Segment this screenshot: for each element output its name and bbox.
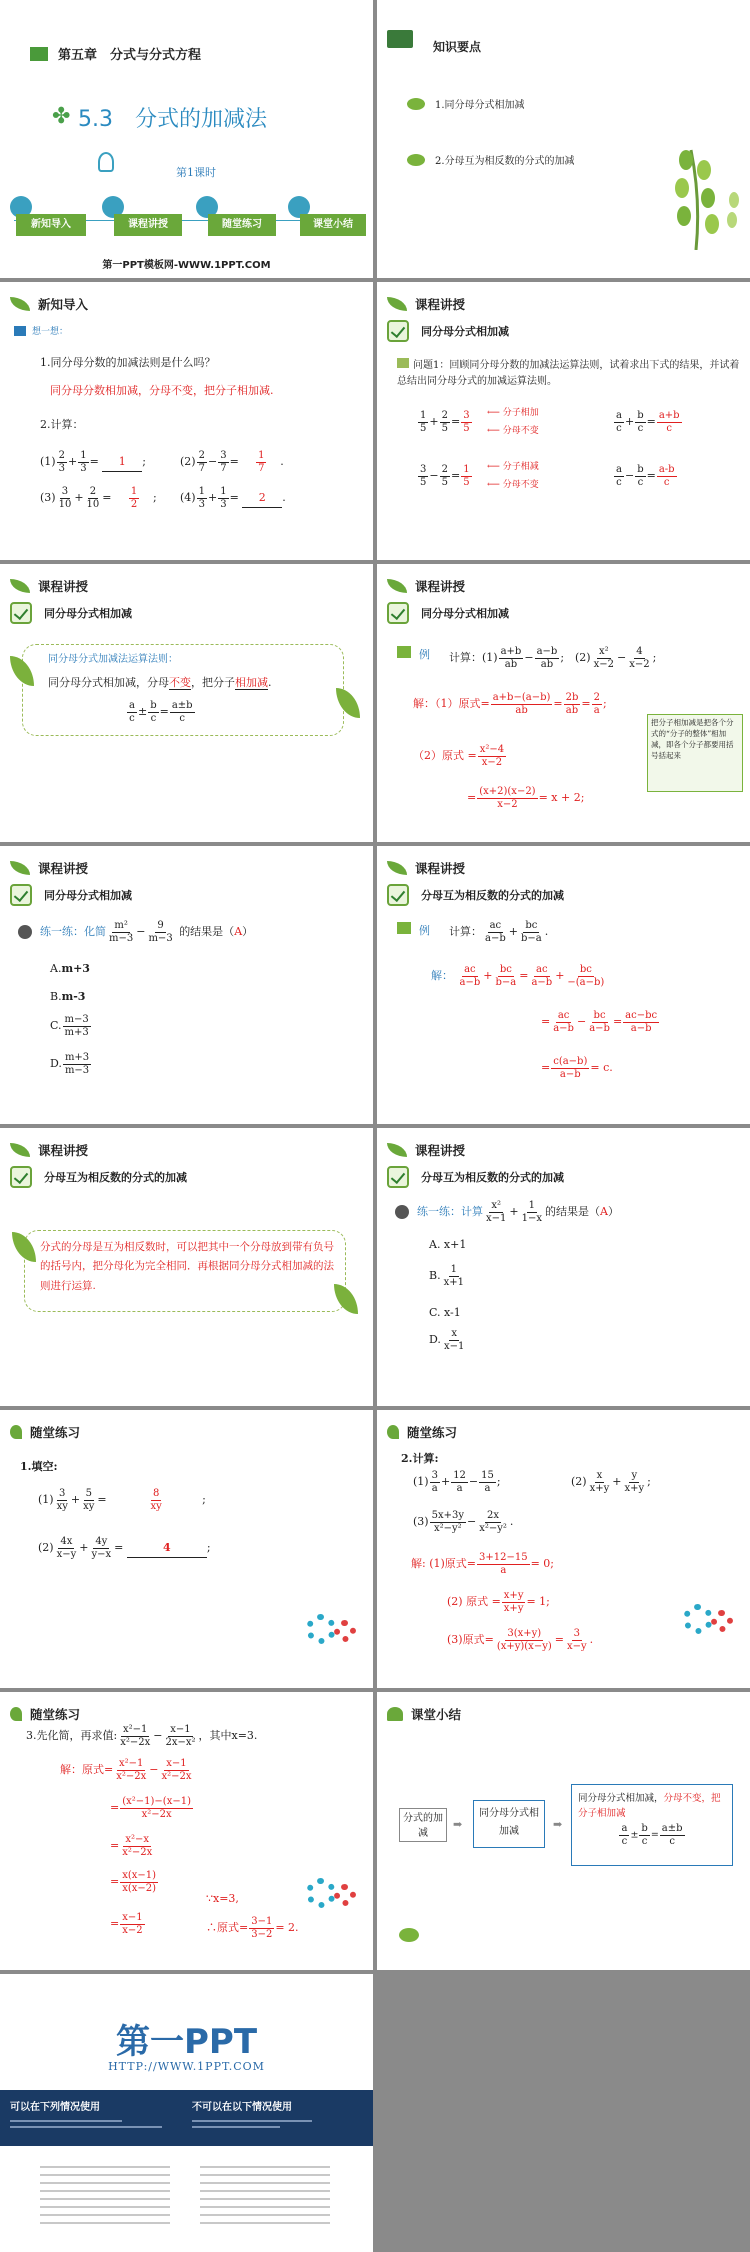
option-c[interactable]: C. x-1 <box>429 1306 461 1319</box>
solution-line-2: = $\frac{ac}{a-b}$ − $\frac{bc}{a-b}$ = $\frac{ac-bc}{a-b}$ <box>541 1010 658 1034</box>
rule-text: 分式的分母是互为相反数时，可以把其中一个分母放到带有负号的括号内，把分母化为完全相同．再根据同分母分式相加减的法则进行运算. <box>40 1241 334 1292</box>
option-a[interactable]: A.m+3 <box>50 962 90 975</box>
tree-icon <box>397 922 411 934</box>
result-4: 2 <box>242 489 282 508</box>
leaf-icon <box>10 1707 22 1721</box>
header-title: 课堂小结 <box>411 1707 462 1722</box>
blank-1: (1) $\frac{3}{xy}$ + $\frac{5}{xy}$ = $\frac{8}{xy}$ ; <box>38 1488 206 1512</box>
sub-title: 分母互为相反数的分式的加减 <box>421 1171 564 1184</box>
leaf-icon <box>387 1143 407 1157</box>
laptop-icon <box>387 30 413 48</box>
summary-box-1: 分式的加减 <box>399 1808 447 1842</box>
site-label: 第一PPT模板网-WWW.1PPT.COM <box>102 260 271 271</box>
solution-line-1: 解： $\frac{ac}{a-b}$ + $\frac{bc}{b-a}$ = $\frac{ac}{a-b}$ + $\frac{bc}{-(a-b)}$ <box>431 964 605 988</box>
solution-2: = $\frac{\text{(x²−1)−(x−1)}}{\text{x²−2x}}$ <box>110 1796 191 1820</box>
arrow-label-3: ⟵ 分子相减 <box>487 462 539 472</box>
question-2: 2.计算： <box>40 418 84 431</box>
slide-lesson-2 <box>0 564 373 842</box>
check-icon <box>387 602 409 624</box>
exercise-2: (2) $\frac{2}{7}$ − $\frac{3}{7}$ = $\frac{1}{7}$ . <box>180 450 284 474</box>
period-label: 第1课时 <box>176 166 216 179</box>
example-problem: 计算： $\frac{ac}{a-b}$ + $\frac{bc}{b-a}$ . <box>449 920 549 944</box>
sub-title: 分母互为相反数的分式的加减 <box>44 1171 187 1184</box>
header-title: 课程讲授 <box>38 1143 89 1158</box>
example-label: 例 <box>397 922 430 940</box>
example-add: $\frac{1}{5}$ + $\frac{2}{5}$ = $\frac{3}{5}$ <box>420 410 470 434</box>
question: 2.计算: <box>401 1452 439 1465</box>
slide-header <box>387 1140 465 1160</box>
slide-intro <box>0 282 373 560</box>
leaf-icon <box>10 297 30 311</box>
leaf-icon <box>387 297 407 311</box>
header-title: 随堂练习 <box>30 1425 81 1440</box>
mouse-icon <box>407 154 425 166</box>
step-nav <box>6 196 366 242</box>
step-2[interactable] <box>102 196 182 242</box>
solution-3: (3)原式= $\frac{3(x+y)}{(x+y)(x-y)}$ = $\frac{3}{x-y}$ . <box>447 1628 594 1652</box>
solution-1: 解：（1）原式= $\frac{a+b-(a-b)}{ab}$ = $\frac{2b}{ab}$ = $\frac{2}{a}$ ; <box>413 692 607 716</box>
solution-2b: = $\frac{(x+2)(x-2)}{x-2}$ = x + 2; <box>467 786 585 810</box>
slide-lesson-6 <box>0 1128 373 1406</box>
practice-problem: 练一练：化简 $\frac{\text{m²}}{m-3}$ − $\frac{9}{m-3}$ 的结果是（A） <box>18 920 253 944</box>
exercise-1: (1) $\frac{3}{a}$ + $\frac{12}{a}$ − $\frac{15}{a}$ ; <box>413 1470 501 1494</box>
check-icon <box>387 884 409 906</box>
slide-header <box>387 294 465 314</box>
solution-2: （2）原式 = $\frac{\text{x²−4}}{x-2}$ <box>413 744 505 768</box>
leaf-icon <box>387 1425 399 1439</box>
step-3-label: 随堂练习 <box>208 214 276 236</box>
rule-add: $\frac{a}{c}$ + $\frac{b}{c}$ = $\frac{a+b}{c}$ <box>616 410 680 434</box>
example-sub: $\frac{3}{5}$ − $\frac{2}{5}$ = $\frac{1}{5}$ <box>420 464 470 488</box>
step-1-label: 新知导入 <box>16 214 86 236</box>
sub-title: 同分母分式相加减 <box>421 325 509 338</box>
tools-icon <box>395 1205 409 1219</box>
slide-lesson-3 <box>377 564 750 842</box>
tree-icon <box>397 646 411 658</box>
practice-problem: 练一练：计算 $\frac{\text{x²}}{x-1}$ + $\frac{1}{1-x}$ 的结果是（A） <box>395 1200 619 1224</box>
gear-icon <box>334 1620 356 1642</box>
gear-icon <box>306 1614 336 1644</box>
step-4-label: 课堂小结 <box>300 214 366 236</box>
step-3[interactable] <box>196 196 276 242</box>
slide-header <box>387 576 465 596</box>
result-1: 1 <box>102 453 142 472</box>
since-label: ∵x=3, <box>206 1892 239 1905</box>
arrow-icon: ➡ <box>453 1818 463 1831</box>
plant-illustration <box>656 140 746 250</box>
result-2: $\frac{1}{7}$ <box>258 450 265 474</box>
brand-logo: 第一PPT <box>115 2022 258 2062</box>
usage-banner <box>0 2090 373 2146</box>
check-icon <box>10 1166 32 1188</box>
answer-1: 同分母分数相加减，分母不变，把分子相加减. <box>50 384 274 397</box>
leaf-icon <box>10 579 30 593</box>
chapter-text: 第五章 分式与分式方程 <box>58 48 202 63</box>
link-list <box>40 2160 340 2240</box>
option-c[interactable]: C. $\frac{m-3}{m+3}$ <box>50 1014 89 1038</box>
sub-header <box>10 884 132 906</box>
slide-header <box>10 1704 80 1724</box>
book-icon <box>30 47 48 61</box>
slide-header <box>10 858 88 878</box>
step-2-label: 课程讲授 <box>114 214 182 236</box>
check-icon <box>387 1166 409 1188</box>
note-box: 把分子相加减是把各个分式的“分子的整体”相加减，即各个分子都要用括号括起来 <box>647 714 743 792</box>
sub-header <box>387 884 564 906</box>
exercise-1: (1) $\frac{2}{3}$ + $\frac{1}{3}$ = 1 ; <box>40 450 146 474</box>
solution-1: 解：原式= $\frac{\text{x²−1}}{\text{x²−2x}}$ − $\frac{x-1}{\text{x²−2x}}$ <box>60 1758 192 1782</box>
solution-4: = $\frac{x(x-1)}{x(x-2)}$ <box>110 1870 157 1894</box>
leaf-icon <box>10 1425 22 1439</box>
header-title: 随堂练习 <box>30 1707 81 1722</box>
summary-box-3: 同分母分式相加减，分母不变，把分子相加减 $\frac{a}{c}$ ± $\frac{b}{c}$ = $\frac{a\pm b}{c}$ <box>571 1784 733 1866</box>
header-title: 课程讲授 <box>415 297 466 312</box>
slide-header <box>10 1422 80 1442</box>
header-title: 随堂练习 <box>407 1425 458 1440</box>
solution-5: = $\frac{x-1}{x-2}$ <box>110 1912 143 1936</box>
solution-1: 解: (1)原式= $\frac{3+12-15}{a}$ = 0; <box>411 1552 555 1576</box>
option-b[interactable]: B.m-3 <box>50 990 86 1003</box>
check-icon <box>387 320 409 342</box>
leaf-icon <box>387 579 407 593</box>
point-2 <box>407 152 575 167</box>
rule-formula: $\frac{a}{c}$ ± $\frac{b}{c}$ = $\frac{a\pm b}{c}$ <box>129 700 193 724</box>
slide-practice-1 <box>0 1410 373 1688</box>
gear-icon <box>306 1878 336 1908</box>
slide-header <box>387 1422 457 1442</box>
exercise-2: (2) $\frac{x}{x+y}$ + $\frac{y}{x+y}$ ; <box>571 1470 651 1494</box>
question: 3.先化简，再求值: $\frac{\text{x²−1}}{\text{x²−2x}}$ − $\frac{x-1}{\text{2x−x²}}$ ，其中x=3. <box>26 1724 258 1748</box>
blank-2-answer: 4 <box>127 1539 207 1558</box>
cannot-use-lines <box>192 2116 352 2132</box>
question: 1.填空: <box>20 1460 58 1473</box>
option-d[interactable]: D. $\frac{x}{x-1}$ <box>429 1328 465 1352</box>
slide-practice-2 <box>377 1410 750 1688</box>
header-title: 课程讲授 <box>415 1143 466 1158</box>
mouse-icon <box>407 98 425 110</box>
result-3: $\frac{1}{2}$ <box>130 486 138 510</box>
gear-icon <box>683 1604 713 1634</box>
summary-box-2: 同分母分式相加减 <box>473 1800 545 1848</box>
option-d[interactable]: D. $\frac{m+3}{m-3}$ <box>50 1052 90 1076</box>
sub-header <box>10 602 132 624</box>
arrow-icon: ➡ <box>553 1818 563 1831</box>
sub-title: 分母互为相反数的分式的加减 <box>421 889 564 902</box>
step-4[interactable] <box>288 196 368 242</box>
option-b[interactable]: B. $\frac{1}{x+1}$ <box>429 1264 464 1288</box>
arrow-label-2: ⟵ 分母不变 <box>487 426 539 436</box>
leaf-icon <box>387 861 407 875</box>
check-icon <box>10 884 32 906</box>
check-icon <box>10 602 32 624</box>
solution-3: = $\frac{\text{x²−x}}{\text{x²−2x}}$ <box>110 1834 153 1858</box>
sub-header <box>387 602 509 624</box>
exercise-3: (3) $\frac{5x+3y}{\text{x²−y²}}$ − $\frac{2x}{\text{x²−y²}}$ . <box>413 1510 514 1534</box>
speaker-icon <box>14 326 26 336</box>
brand-url: HTTP://WWW.1PPT.COM <box>108 2060 265 2073</box>
key-points-title: 知识要点 <box>433 40 482 54</box>
sub-title: 同分母分式相加减 <box>44 889 132 902</box>
slide-lesson-1 <box>377 282 750 560</box>
rule-text: 同分母分式相加减，分母不变，把分子相加减. <box>48 676 272 689</box>
can-use-lines <box>10 2116 170 2132</box>
step-1[interactable] <box>6 196 86 242</box>
arrow-label-4: ⟵ 分母不变 <box>487 480 539 490</box>
mouse-icon <box>399 1928 419 1942</box>
question-1: 1.同分母分数的加减法则是什么吗？ <box>40 356 216 369</box>
can-use-title: 可以在下列情况使用 <box>10 2102 100 2113</box>
header-title: 新知导入 <box>38 297 89 312</box>
sub-header <box>387 1166 564 1188</box>
header-title: 课程讲授 <box>415 861 466 876</box>
slide-lesson-5 <box>377 846 750 1124</box>
sub-header <box>10 1166 187 1188</box>
slide-header <box>10 576 88 596</box>
header-title: 课程讲授 <box>415 579 466 594</box>
option-a[interactable]: A. x+1 <box>429 1238 467 1251</box>
result: ∴原式= $\frac{3-1}{3-2}$ = 2. <box>206 1916 299 1940</box>
slide-lesson-7 <box>377 1128 750 1406</box>
solution-2: (2) 原式 = $\frac{x+y}{x+y}$ = 1; <box>447 1590 550 1614</box>
example-problem: 计算：(1) $\frac{a+b}{ab}$ − $\frac{a-b}{ab}$ ; (2) $\frac{\text{x²}}{x-2}$ − $\frac{4}{x-2}$ ; <box>449 646 657 670</box>
point-2-text: 2.分母互为相反数的分式的加减 <box>435 156 575 167</box>
speaker-icon <box>397 358 409 368</box>
slide-lesson-4 <box>0 846 373 1124</box>
slide-header <box>10 1140 88 1160</box>
exercise-3: (3) $\frac{3}{10}$ + $\frac{2}{10}$ = $\frac{1}{2}$ ; <box>40 486 157 510</box>
slide-summary <box>377 1692 750 1970</box>
bulb-icon <box>98 152 114 172</box>
clover-icon: ✤ <box>52 104 71 129</box>
think-text: 想一想： <box>32 327 69 337</box>
question-text: 问题1：回顾同分母分数的加减法运算法则，试着求出下式的结果，并试着总结出同分母分式的加减运算法则。 <box>397 360 740 387</box>
slide-practice-3 <box>0 1692 373 1970</box>
chapter-label <box>30 44 201 63</box>
think-label <box>14 324 68 337</box>
slide-header <box>387 858 465 878</box>
tools-icon <box>18 925 32 939</box>
tree-icon <box>387 1707 403 1721</box>
cover-title: 5.3 分式的加减法 <box>78 107 267 132</box>
point-1-text: 1.同分母分式相加减 <box>435 100 525 111</box>
example-label: 例 <box>397 646 430 664</box>
sub-title: 同分母分式相加减 <box>44 607 132 620</box>
leaf-icon <box>10 861 30 875</box>
cannot-use-title: 不可以在以下情况使用 <box>192 2102 292 2113</box>
exercise-4: (4) $\frac{1}{3}$ + $\frac{1}{3}$ = 2 . <box>180 486 286 510</box>
header-title: 课程讲授 <box>38 579 89 594</box>
sub-header <box>387 320 509 342</box>
slide-header <box>10 294 88 314</box>
rule-sub: $\frac{a}{c}$ − $\frac{b}{c}$ = $\frac{a-b}{c}$ <box>616 464 675 488</box>
slide-header <box>387 1704 461 1724</box>
blank-2: (2) $\frac{4x}{x-y}$ + $\frac{4y}{y-x}$ = 4 ; <box>38 1536 211 1560</box>
arrow-label-1: ⟵ 分子相加 <box>487 408 539 418</box>
rule-title: 同分母分式加减法运算法则： <box>48 654 178 665</box>
gear-icon <box>711 1610 733 1632</box>
leaf-icon <box>10 1143 30 1157</box>
gear-icon <box>334 1884 356 1906</box>
sub-title: 同分母分式相加减 <box>421 607 509 620</box>
solution-line-3: = $\frac{c(a-b)}{a-b}$ = c. <box>541 1056 613 1080</box>
slide-cover <box>0 0 373 278</box>
blank-1-answer: $\frac{8}{xy}$ <box>150 1488 162 1512</box>
header-title: 课程讲授 <box>38 861 89 876</box>
summary-formula: $\frac{a}{c}$ ± $\frac{b}{c}$ = $\frac{a\pm b}{c}$ <box>621 1823 683 1847</box>
point-1 <box>407 96 525 111</box>
slide-key-points <box>377 0 750 278</box>
slide-end <box>0 1974 373 2252</box>
